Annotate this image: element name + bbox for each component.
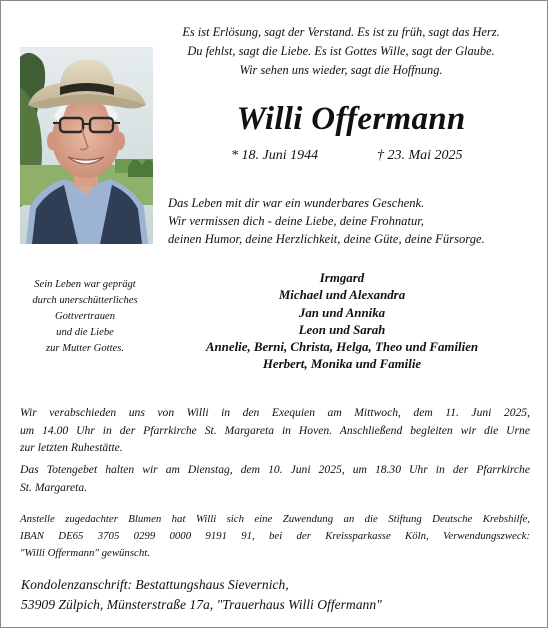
faith-line: durch unerschütterliches — [32, 295, 138, 306]
deceased-name: Willi Offermann — [236, 101, 466, 137]
family-line: Michael und Alexandra — [278, 288, 406, 303]
quote-line: Wir sehen uns wieder, sagt die Hoffnung. — [239, 63, 443, 77]
prayer-line: St. Margareta. — [20, 480, 88, 494]
faith-line: und die Liebe — [56, 327, 114, 338]
tribute-line: deinen Humor, deine Herzlichkeit, deine Güte, deine Fürsorge. — [168, 232, 485, 246]
quote-line: Du fehlst, sagt die Liebe. Es ist Gottes Wille, sagt der Glaube. — [187, 44, 495, 58]
donation-line: Anstelle zugedachter Blumen hat Willi sich eine Zuwendung an die Stiftung Deutsche Krebshilfe, — [20, 513, 530, 525]
family-line: Jan und Annika — [298, 305, 386, 320]
tribute-line: Das Leben mit dir war ein wunderbares Geschenk. — [168, 196, 425, 210]
faith-line: Sein Leben war geprägt — [34, 279, 136, 290]
condolence-line: Kondolenzanschrift: Bestattungshaus Sievernich, — [21, 577, 289, 592]
opening-quote — [151, 23, 531, 80]
tribute-text — [168, 194, 538, 248]
quote-line: Es ist Erlösung, sagt der Verstand. Es ist zu früh, sagt das Herz. — [182, 25, 500, 39]
condolence-line: 53909 Zülpich, Münsterstraße 17a, "Trauerhaus Willi Offermann" — [21, 597, 382, 612]
family-line: Leon und Sarah — [298, 322, 386, 337]
tribute-line: Wir vermissen dich - deine Liebe, deine Frohnatur, — [168, 214, 424, 228]
service-line: zur letzten Ruhestätte. — [20, 441, 123, 454]
family-line: Irmgard — [319, 271, 365, 285]
service-announcement — [20, 404, 530, 457]
faith-line: Gottvertrauen — [54, 311, 116, 322]
death-date: † 23. Mai 2025 — [377, 148, 463, 163]
prayer-announcement — [20, 461, 530, 496]
service-line: Wir verabschieden uns von Willi in den Exequien am Mittwoch, dem 11. Juni 2025, — [20, 406, 530, 419]
donation-note — [20, 511, 530, 562]
condolence-address — [21, 575, 521, 615]
prayer-line: Das Totengebet halten wir am Dienstag, dem 10. Juni 2025, um 18.30 Uhr in der Pfarrkirche — [20, 463, 530, 476]
family-list — [161, 270, 523, 374]
donation-line: "Willi Offermann" gewünscht. — [20, 547, 150, 559]
service-line: um 14.00 Uhr in der Pfarrkirche St. Margareta in Hoven. Anschließend begleiten wir die Urne — [20, 423, 530, 437]
family-line: Herbert, Monika und Familie — [262, 357, 422, 372]
faith-text — [15, 277, 155, 357]
donation-line: IBAN DE65 3705 0299 0000 9191 91, bei der Kreissparkasse Köln, Verwendungszweck: — [20, 530, 530, 542]
portrait-photo — [20, 47, 153, 244]
faith-line: zur Mutter Gottes. — [46, 343, 124, 354]
family-line: Annelie, Berni, Christa, Helga, Theo und Familien — [205, 340, 479, 355]
birth-date: * 18. Juni 1944 — [231, 148, 319, 163]
